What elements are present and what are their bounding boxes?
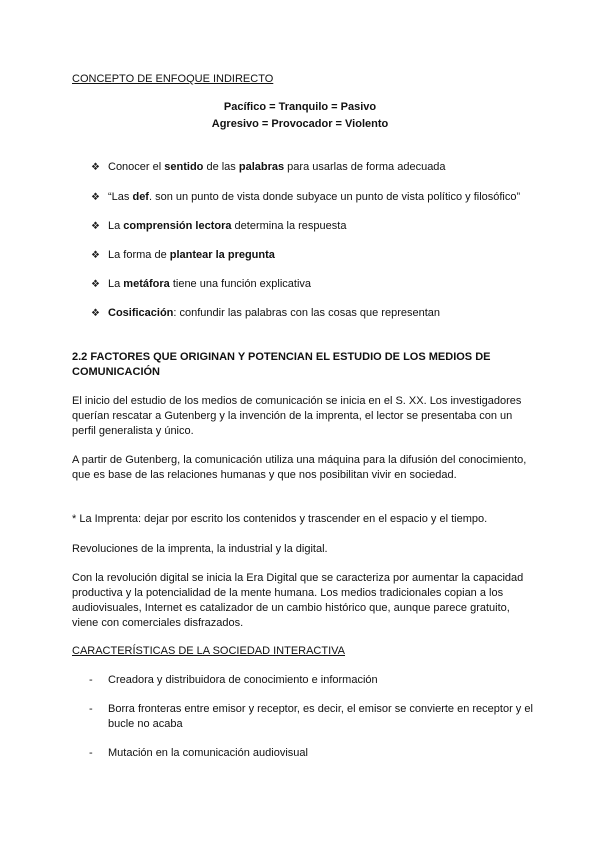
bullet-item-1: ❖ Conocer el sentido de las palabras para usarlas de forma adecuada [91,161,446,173]
diamond-bullet-icon: ❖ [91,192,100,203]
dash-bullet-icon: - [89,703,93,715]
dash-bullet-icon: - [89,674,93,686]
bullet-item-3: ❖ La comprensión lectora determina la respuesta [91,220,347,232]
bullet-item-2: ❖ “Las def. son un punto de vista donde subyace un punto de vista político y filosófico” [91,191,521,203]
diamond-bullet-icon: ❖ [91,308,100,319]
section-heading-2-2: 2.2 FACTORES QUE ORIGINAN Y POTENCIAN EL ESTUDIO DE LOS MEDIOS DE COMUNICACIÓN [72,351,491,378]
paragraph-5: Con la revolución digital se inicia la Era Digital que se caracteriza por aumentar la capacidad productiva y la potencialidad de la mente humana. Los medios tradicionales copian a los audiovisuales, Internet es catalizador de un cambio histórico que, aunque parece gratuito, viene con comerciales disfrazados. [72,572,524,629]
equation-line-2: Agresivo = Provocador = Violento [211,118,389,130]
equation-line-1: Pacífico = Tranquilo = Pasivo [223,101,377,113]
document-page: CONCEPTO DE ENFOQUE INDIRECTO Pacífico = Tranquilo = Pasivo Agresivo = Provocador = Violento ❖ Conocer el sentido de las palabras para usarlas de forma adecuada ❖ “Las def. son un punto de vista donde subyace un punto de vista político y filosófico” ❖ La comprensión lectora determina la respuesta ❖ La forma de plantear la pregunta ❖ La metáfora tiene una función explicativa ❖ Cosificación: confundir las palabras con las cosas que representan 2.2 FACTORES QUE ORIGINAN Y POTENCIAN EL ESTUDIO DE LOS MEDIOS DE COMUNICACIÓN El inicio del estudio de los medios de comunicación se inicia en el S. XX. Los investigadores querían rescatar a Gutenberg y la invención de la imprenta, el lector se presentaba con un perfil generalista y único. A partir de Gutenberg, la comunicación utiliza una máquina para la difusión del conocimiento, que es base de las relaciones humanas y que nos posibilitan vivir en sociedad. * La Imprenta: dejar por escrito los contenidos y trascender en el espacio y el tiempo. Revoluciones de la imprenta, la industrial y la digital. Con la revolución digital se inicia la Era Digital que se caracteriza por aumentar la capacidad productiva y la potencialidad de la mente humana. Los medios tradicionales copian a los audiovisuales, Internet es catalizador de un cambio histórico que, aunque parece gratuito, viene con comerciales disfrazados. CARACTERÍSTICAS DE LA SOCIEDAD INTERACTIVA - Creadora y distribuidora de conocimiento e información - Borra fronteras entre emisor y receptor, es decir, el emisor se convierte en receptor y el bucle no acaba - Mutación en la comunicación audiovisual [0,0,600,848]
paragraph-4: Revoluciones de la imprenta, la industrial y la digital. [72,543,328,555]
dash-bullet-icon: - [89,747,93,759]
bullet-item-4: ❖ La forma de plantear la pregunta [91,249,275,261]
paragraph-3: * La Imprenta: dejar por escrito los contenidos y trascender en el espacio y el tiempo. [72,513,488,525]
bullet-item-5: ❖ La metáfora tiene una función explicativa [91,278,312,290]
bullet-item-6: ❖ Cosificación: confundir las palabras con las cosas que representan [91,307,441,319]
heading-caracteristicas: CARACTERÍSTICAS DE LA SOCIEDAD INTERACTIVA [72,645,346,657]
paragraph-1: El inicio del estudio de los medios de comunicación se inicia en el S. XX. Los investigadores querían rescatar a Gutenberg y la invención de la imprenta, el lector se presentaba con un perfil generalista y único. [72,395,522,437]
diamond-bullet-icon: ❖ [91,279,100,290]
paragraph-2: A partir de Gutenberg, la comunicación utiliza una máquina para la difusión del conocimiento, que es base de las relaciones humanas y que nos posibilitan vivir en sociedad. [72,454,527,481]
heading-concepto: CONCEPTO DE ENFOQUE INDIRECTO [72,73,274,85]
diamond-bullet-icon: ❖ [91,162,100,173]
diamond-bullet-icon: ❖ [91,250,100,261]
diamond-bullet-icon: ❖ [91,221,100,232]
